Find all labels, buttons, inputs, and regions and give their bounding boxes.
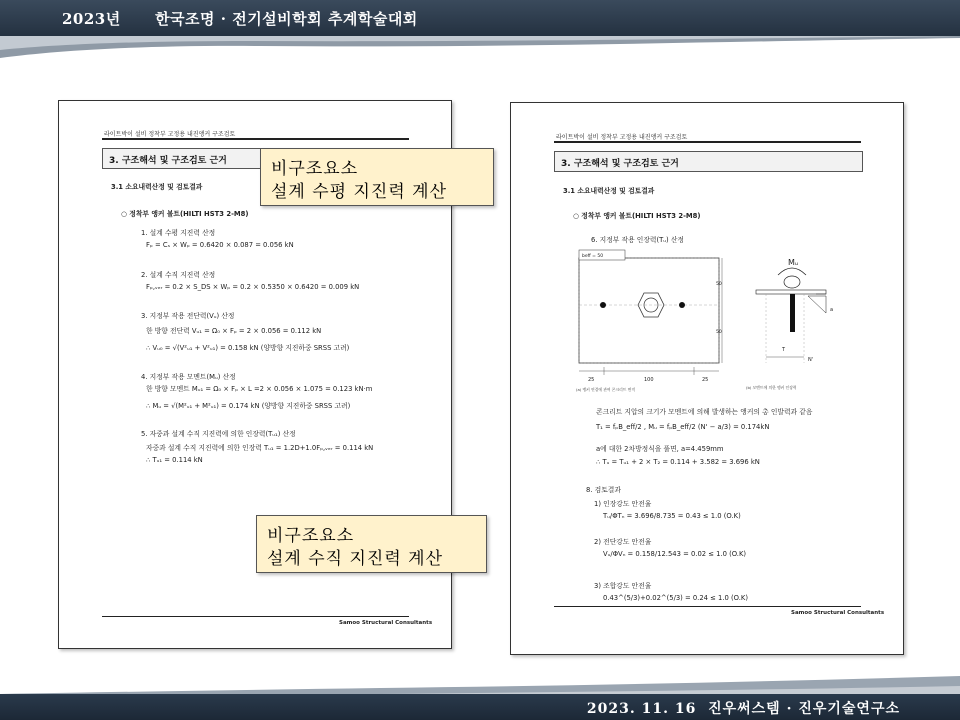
- section-title-box: [554, 151, 863, 172]
- text-line: 1) 인장강도 안전율: [594, 500, 652, 508]
- callout-line-1: 비구조요소: [271, 159, 359, 179]
- formula-line: 한 방향 모멘트 Mᵤ₁ = Ω₀ × Fₚ × L =2 × 0.056 × 1.075 = 0.123 kN·m: [146, 385, 373, 393]
- caption-a: (a) 앵커 연결에 관여 콘크리트 면적: [576, 387, 636, 392]
- formula-line: ∴ Tᵤ = Tᵤ₁ + 2 × T₂ = 0.114 + 3.582 = 3.696 kN: [596, 458, 760, 466]
- callout-line-2: 설계 수평 지진력 계산: [271, 182, 448, 202]
- slide-title: 2023년 한국조명 · 전기설비학회 추계학술대회: [62, 10, 418, 28]
- page-footer: Samoo Structural Consultants: [339, 620, 433, 626]
- text-line: 3) 조합강도 안전율: [594, 582, 652, 590]
- text-line: 3. 지정부 작용 전단력(Vᵤ) 산정: [141, 312, 235, 320]
- label-t: T: [782, 347, 786, 353]
- header-swoosh: [0, 36, 960, 62]
- dim-v1: 50: [716, 282, 722, 287]
- formula-line: T₁ = fₚB_eff/2 , Mᵤ = fₚB_eff/2 (N' − a/3) = 0.174kN: [596, 423, 770, 431]
- page-doc-header: 라이트박이 설비 정착부 고정용 내진앵커 구조검토: [104, 131, 236, 138]
- anchor-plate-diagram: [576, 245, 726, 393]
- callout-vertical-seismic: [256, 515, 487, 573]
- text-line: 5. 자중과 설계 수직 지진력에 의한 인장력(Tᵤ₁) 산정: [141, 430, 296, 438]
- item-title: ○ 정착부 앵커 볼트(HILTI HST3 2-M8): [121, 210, 249, 218]
- slide-header-bar: [0, 0, 960, 38]
- formula-line: ∴ Mᵤ = √(M²ᵤ₁ + M²ᵤ₁) = 0.174 kN (양방향 지진하중 SRSS 고려): [146, 402, 351, 410]
- page-header-rule: [102, 138, 409, 140]
- page-header-rule: [554, 141, 861, 143]
- text-line: 8. 검토결과: [586, 486, 621, 494]
- item-title: ○ 정착부 앵커 볼트(HILTI HST3 2-M8): [573, 212, 701, 220]
- page-doc-header: 라이트박이 설비 정착부 고정용 내진앵커 구조검토: [556, 134, 688, 141]
- section-title: 3. 구조해석 및 구조검토 근거: [109, 156, 227, 166]
- subsection-title: 3.1 소요내력산정 및 검토결과: [111, 183, 203, 191]
- text-line: 6. 지정부 작용 인장력(Tᵤ) 산정: [591, 236, 684, 244]
- dim-v2: 50: [716, 330, 722, 335]
- slide-footer-bar: [0, 694, 960, 720]
- dim-left: 25: [588, 377, 595, 383]
- formula-line: Fₚ = Cₛ × Wₚ = 0.6420 × 0.087 = 0.056 kN: [146, 241, 294, 249]
- slide-footer-title: 2023. 11. 16 진우써스템 · 진우기술연구소: [586, 701, 900, 717]
- caption-b: (b) 모멘트에 의한 앵커 인장력: [746, 385, 797, 390]
- text-line: 2. 설계 수직 지진력 산정: [141, 271, 216, 279]
- moment-label: Mᵤ: [788, 258, 799, 267]
- subsection-title: 3.1 소요내력산정 및 검토결과: [563, 187, 655, 195]
- label-n: N': [808, 357, 814, 363]
- text-line: 콘크리트 지압의 크기가 모멘트에 의해 발생하는 앵커의 총 인발력과 같음: [596, 408, 813, 416]
- formula-line: 한 방향 전단력 Vᵤ₁ = Ω₀ × Fₚ = 2 × 0.056 = 0.112 kN: [146, 327, 322, 335]
- label-a: a: [830, 307, 834, 313]
- document-page-right: [510, 102, 904, 655]
- text-line: a에 대한 2차방정식을 풀면, a=4.459mm: [596, 445, 724, 453]
- beff-label: beff = 50: [582, 254, 604, 259]
- footer-rule: [102, 616, 409, 617]
- formula-line: 자중과 설계 수직 지진력에 의한 인장력 Tᵤ₁ = 1.2D+1.0Fₚ,ᵥₑᵣ = 0.114 kN: [146, 444, 374, 452]
- dim-mid: 100: [644, 377, 654, 383]
- callout-line-2: 설계 수직 지진력 계산: [267, 549, 444, 569]
- formula-line: Tᵤ/ΦTₙ = 3.696/8.735 = 0.43 ≤ 1.0 (O.K): [603, 512, 741, 520]
- formula-line: Vᵤ/ΦVₙ = 0.158/12.543 = 0.02 ≤ 1.0 (O.K): [603, 550, 747, 558]
- text-line: 2) 전단강도 안전율: [594, 538, 652, 546]
- callout-line-1: 비구조요소: [267, 526, 355, 546]
- callout-horizontal-seismic: [260, 148, 494, 206]
- dim-right: 25: [702, 377, 709, 383]
- text-line: 1. 설계 수평 지진력 산정: [141, 229, 216, 237]
- page-footer: Samoo Structural Consultants: [791, 610, 885, 616]
- section-title: 3. 구조해석 및 구조검토 근거: [561, 159, 679, 169]
- formula-line: ∴ Vᵤ₀ = √(V²ᵤ₁ + V²ᵤ₁) = 0.158 kN (양방향 지진하중 SRSS 고려): [146, 344, 350, 352]
- formula-line: ∴ Tᵤ₁ = 0.114 kN: [146, 456, 203, 464]
- footer-rule: [554, 606, 861, 607]
- text-line: 4. 지정부 작용 모멘트(Mᵤ) 산정: [141, 373, 236, 381]
- formula-line: Fₚ,ᵥₑᵣ = 0.2 × S_DS × Wₚ = 0.2 × 0.5350 × 0.6420 = 0.009 kN: [146, 283, 360, 291]
- anchor-section-diagram: [746, 253, 866, 393]
- formula-line: 0.43^(5/3)+0.02^(5/3) = 0.24 ≤ 1.0 (O.K): [603, 594, 748, 602]
